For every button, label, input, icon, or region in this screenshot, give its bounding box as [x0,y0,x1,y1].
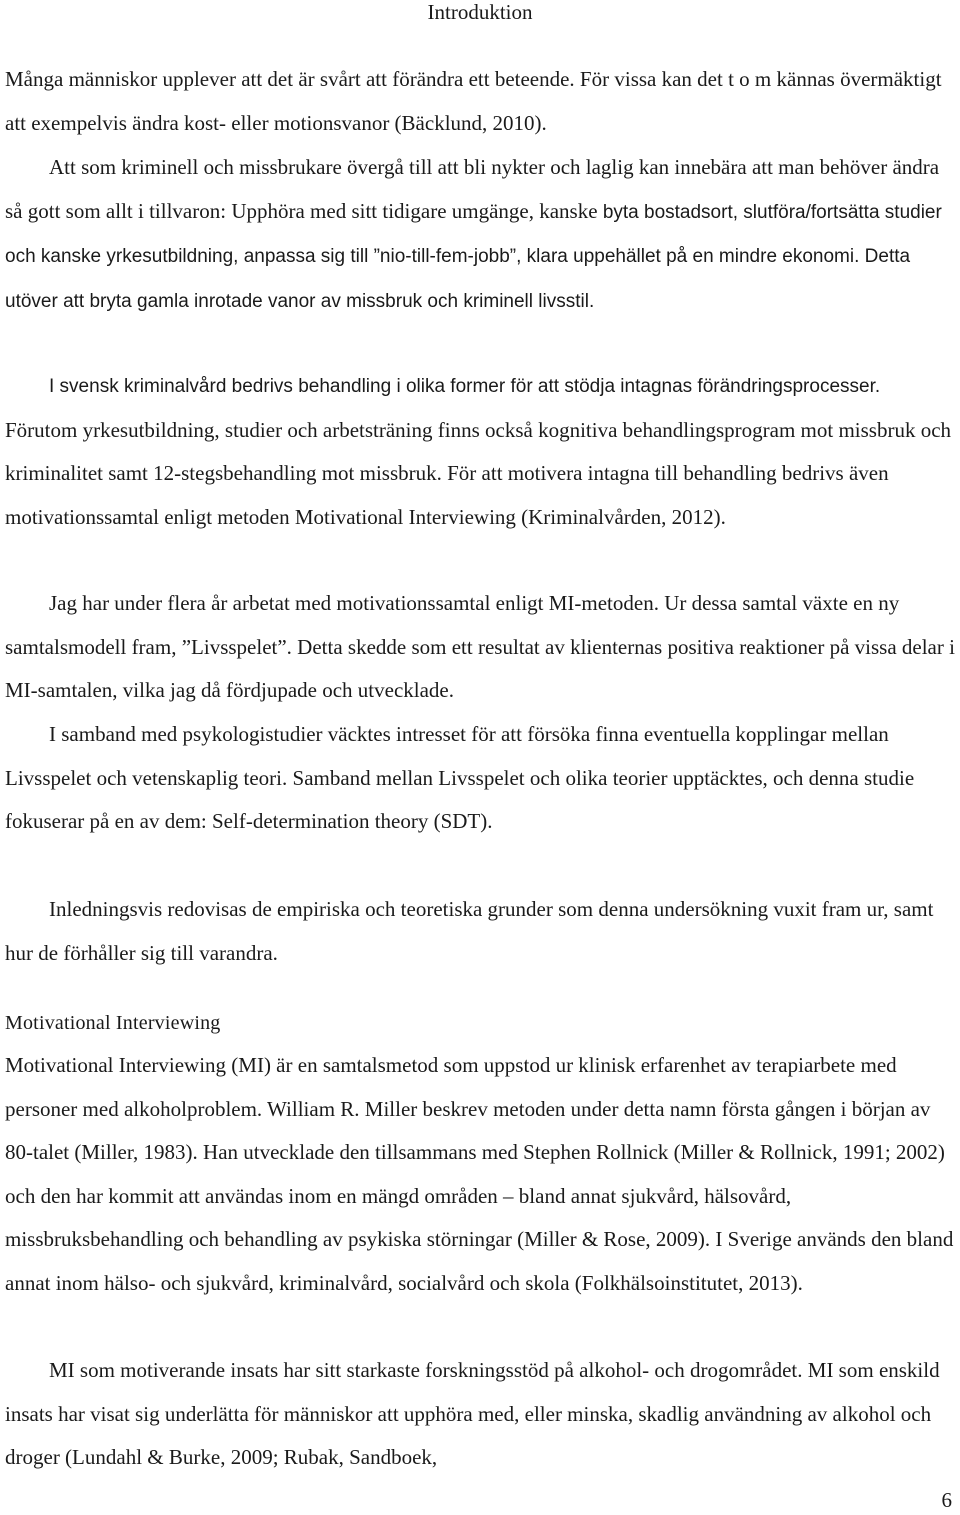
section-heading: Motivational Interviewing [5,1012,221,1034]
paragraph-6-text: Inledningsvis redovisas de empiriska och teoretiska grunder som denna undersökning vuxit fram ur, samt hur de förhåller sig till varandra. [5,897,934,965]
paragraph-6 [5,888,955,975]
page-number: 6 [941,1488,952,1512]
paragraph-3-text-part1: I svensk kriminalvård bedrivs behandling i olika former för att stödja intagnas förändringsprocesser. [49,376,881,397]
section-paragraph-2 [5,1349,955,1480]
page-title: Introduktion [427,0,533,24]
paragraph-1-text: Många människor upplever att det är svårt att förändra ett beteende. För vissa kan det t o m kännas övermäktigt att exempelvis ändra kost- eller motionsvanor (Bäcklund, 2010). [5,67,942,135]
section-paragraph-1 [5,1044,955,1306]
section-paragraph-1-text: Motivational Interviewing (MI) är en samtalsmetod som uppstod ur klinisk erfarenhet av terapiarbete med personer med alkoholproblem. William R. Miller beskrev metoden under detta namn första gången i början av 80-talet (Miller, 1983). Han utvecklade den tillsammans med Stephen Rollnick (Miller & Rollnick, 1991; 2002) och den har kommit att användas inom en mängd områden – bland annat sjukvård, hälsovård, missbruksbehandling och behandling av psykiska störningar (Miller & Rose, 2009). I Sverige används den bland annat inom hälso- och sjukvård, kriminalvård, socialvård och skola (Folkhälsoinstitutet, 2013). [5,1053,954,1295]
paragraph-2-text-part2: byta bostadsort, slutföra/fortsätta studier och kanske yrkesutbildning, anpassa sig till ”nio-till-fem-jobb”, klara uppehället på en mindre ekonomi. Detta utöver att bryta gamla inrotade vanor av missbruk och kriminell livsstil. [5,201,942,312]
paragraph-1 [5,58,955,145]
paragraph-5 [5,713,955,844]
paragraph-5-text: I samband med psykologistudier väcktes intresset för att försöka finna eventuella kopplingar mellan Livsspelet och vetenskaplig teori. Samband mellan Livsspelet och olika teorier upptäcktes, och denna studie fokuserar på en av dem: Self-determination theory (SDT). [5,722,915,834]
paragraph-2-text-part1: Att som kriminell och missbrukare övergå till att bli nykter och laglig kan innebära att man behöver ändra så gott som allt i tillvaron: Upphöra med sitt tidigare umgänge, kanske [5,155,940,223]
paragraph-4 [5,582,955,713]
section-paragraph-2-text: MI som motiverande insats har sitt starkaste forskningsstöd på alkohol- och drogområdet. MI som enskild insats har visat sig underlätta för människor att upphöra med, eller minska, skadlig användning av alkohol och droger (Lundahl & Burke, 2009; Rubak, Sandboek, [5,1358,940,1470]
paragraph-3-text-part2: Förutom yrkesutbildning, studier och arbetsträning finns också kognitiva behandlingsprogram mot missbruk och kriminalitet samt 12-stegsbehandling mot missbruk. För att motivera intagna till behandling bedrivs även motivationssamtal enligt metoden Motivational Interviewing (Kriminalvården, 2012). [5,417,952,529]
paragraph-3 [5,364,955,539]
paragraph-4-text: Jag har under flera år arbetat med motivationssamtal enligt MI-metoden. Ur dessa samtal växte en ny samtalsmodell fram, ”Livsspelet”. Detta skedde som ett resultat av klienternas positiva reaktioner på vissa delar i MI-samtalen, vilka jag då fördjupade och utvecklade. [5,591,955,703]
paragraph-2 [5,146,955,323]
